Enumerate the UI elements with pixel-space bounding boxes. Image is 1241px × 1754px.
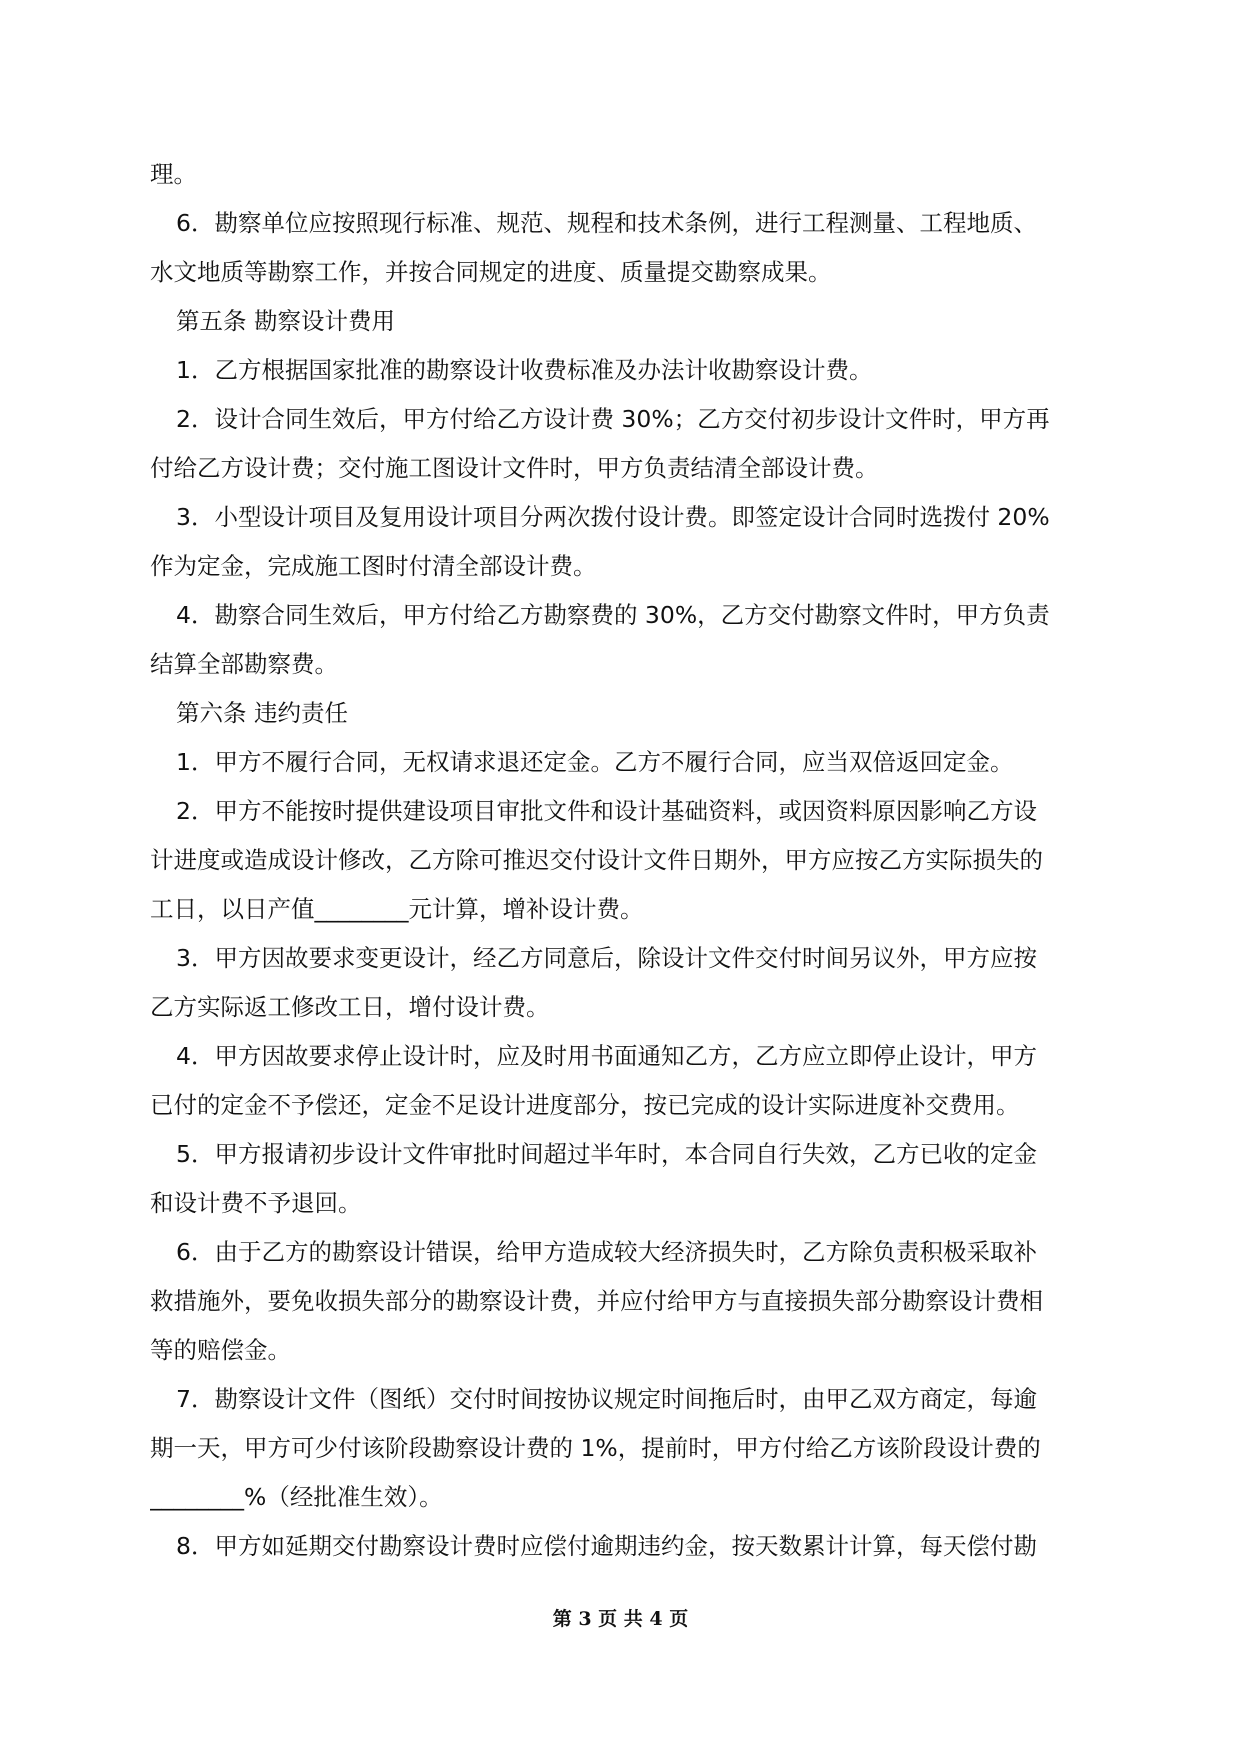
text-line: 2．设计合同生效后，甲方付给乙方设计费 30%；乙方交付初步设计文件时，甲方再 [176, 405, 1050, 433]
text-line: 乙方实际返工修改工日，增付设计费。 [150, 993, 550, 1021]
page-number-footer: 第 3 页 共 4 页 [552, 1608, 689, 1630]
text-line: 1．甲方不履行合同，无权请求退还定金。乙方不履行合同，应当双倍返回定金。 [176, 748, 1014, 776]
text-line: 工日，以日产值________元计算，增补设计费。 [150, 895, 644, 923]
text-line: 等的赔偿金。 [150, 1336, 291, 1364]
text-line: 5．甲方报请初步设计文件审批时间超过半年时，本合同自行失效，乙方已收的定金 [176, 1140, 1037, 1168]
text-line: 付给乙方设计费；交付施工图设计文件时，甲方负责结清全部设计费。 [150, 454, 879, 482]
text-line: 救措施外，要免收损失部分的勘察设计费，并应付给甲方与直接损失部分勘察设计费相 [150, 1287, 1043, 1315]
text-line: 第六条 违约责任 [176, 699, 348, 727]
text-line: 结算全部勘察费。 [150, 650, 338, 678]
text-line: 已付的定金不予偿还，定金不足设计进度部分，按已完成的设计实际进度补交费用。 [150, 1091, 1020, 1119]
text-line: 6．由于乙方的勘察设计错误，给甲方造成较大经济损失时，乙方除负责积极采取补 [176, 1238, 1037, 1266]
text-line: 作为定金，完成施工图时付清全部设计费。 [150, 552, 597, 580]
text-line: 3．甲方因故要求变更设计，经乙方同意后，除设计文件交付时间另议外，甲方应按 [176, 944, 1037, 972]
text-line: 4．甲方因故要求停止设计时，应及时用书面通知乙方，乙方应立即停止设计，甲方 [176, 1042, 1037, 1070]
text-line: 和设计费不予退回。 [150, 1189, 362, 1217]
text-line: 7．勘察设计文件（图纸）交付时间按协议规定时间拖后时，由甲乙双方商定，每逾 [176, 1385, 1037, 1413]
text-line: 水文地质等勘察工作，并按合同规定的进度、质量提交勘察成果。 [150, 258, 832, 286]
text-line: 期一天，甲方可少付该阶段勘察设计费的 1%，提前时，甲方付给乙方该阶段设计费的 [150, 1434, 1041, 1462]
document-body [150, 150, 1110, 1571]
text-line: 1．乙方根据国家批准的勘察设计收费标准及办法计收勘察设计费。 [176, 356, 873, 384]
text-line: 8．甲方如延期交付勘察设计费时应偿付逾期违约金，按天数累计计算，每天偿付勘 [176, 1532, 1037, 1560]
text-line: 2．甲方不能按时提供建设项目审批文件和设计基础资料，或因资料原因影响乙方设 [176, 797, 1037, 825]
text-line: 4．勘察合同生效后，甲方付给乙方勘察费的 30%，乙方交付勘察文件时，甲方负责 [176, 601, 1050, 629]
text-line: 3．小型设计项目及复用设计项目分两次拨付设计费。即签定设计合同时选拨付 20% [176, 503, 1050, 531]
text-line: 理。 [150, 160, 197, 188]
text-line: 计进度或造成设计修改，乙方除可推迟交付设计文件日期外，甲方应按乙方实际损失的 [150, 846, 1043, 874]
text-line: 第五条 勘察设计费用 [176, 307, 395, 335]
text-line: ________%（经批准生效）。 [150, 1483, 443, 1511]
text-line: 6．勘察单位应按照现行标准、规范、规程和技术条例，进行工程测量、工程地质、 [176, 209, 1037, 237]
